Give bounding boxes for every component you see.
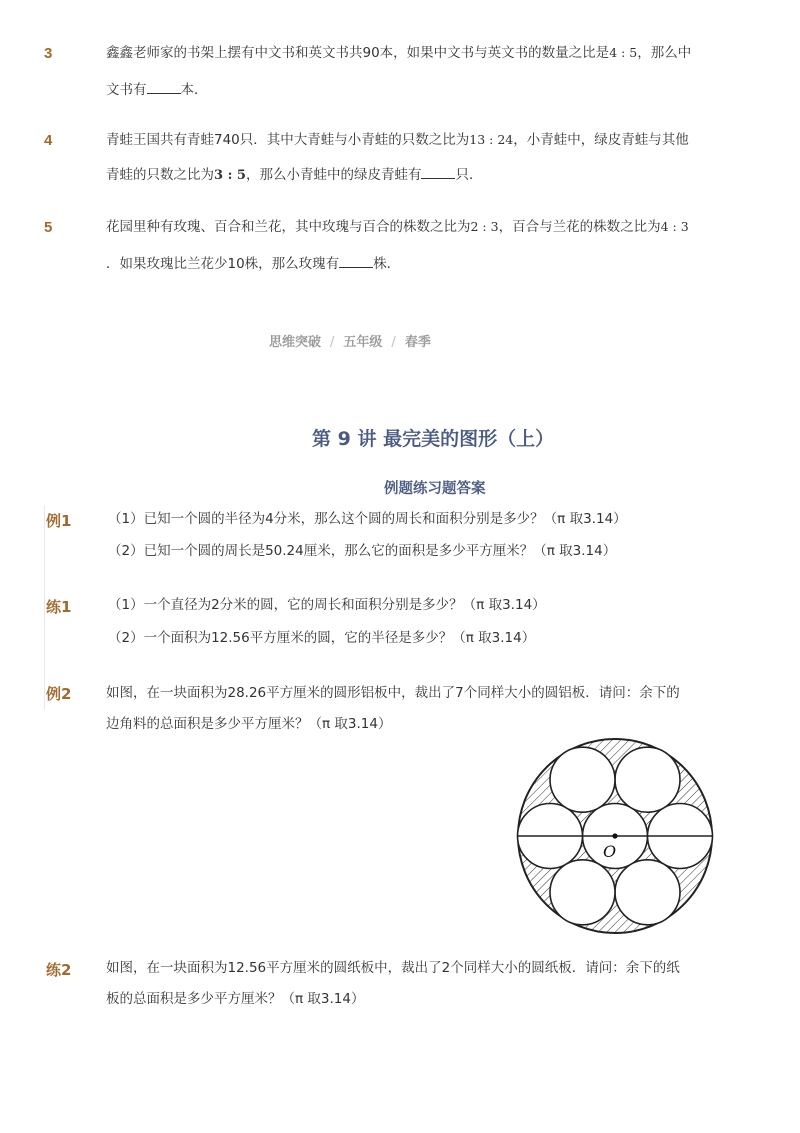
ratio: 2 : 3 [470,219,499,234]
center-label: O [603,842,617,861]
problem-text: 株． [373,256,401,272]
answer-blank [339,253,373,268]
problem-text: 只． [455,167,483,183]
header-grade: 五年级 [343,335,383,350]
example-label: 例1 [46,512,72,530]
header-separator: / [330,335,335,350]
inner-circle [550,747,615,812]
problem-text: ，那么中 [637,45,692,61]
example-1-line-1: （1）已知一个圆的半径为4分米，那么这个圆的周长和面积分别是多少？（π 取3.14） [108,511,627,527]
problem-text: 鑫鑫老师家的书架上摆有中文书和英文书共90本，如果中文书与英文书的数量之比是 [106,45,610,61]
seven-circles-figure [512,738,722,938]
problem-text: 青蛙王国共有青蛙740只．其中大青蛙与小青蛙的只数之比为 [106,132,470,148]
ratio: 3 : 5 [214,168,246,183]
practice-1-line-2: （2）一个面积为12.56平方厘米的圆，它的半径是多少？（π 取3.14） [108,630,536,646]
ratio: 13 : 24 [469,132,514,147]
example-label: 例2 [46,685,72,703]
page-header [269,331,431,350]
problem-number: 3 [44,45,53,62]
header-season: 春季 [404,335,431,350]
ratio: 4 : 5 [609,45,638,60]
problem-number: 4 [44,132,53,149]
practice-label: 练1 [46,598,72,616]
practice-label: 练2 [46,961,72,979]
ratio: 4 : 3 [660,219,689,234]
problem-4-line-2 [106,164,482,186]
problem-text: 花园里种有玫瑰、百合和兰花，其中玫瑰与百合的株数之比为 [106,219,471,235]
problem-text: ，百合与兰花的株数之比为 [498,219,661,235]
inner-circle [550,860,615,925]
margin-divider [44,505,45,710]
problem-text: 本． [180,82,208,98]
problem-text: 青蛙的只数之比为 [106,167,214,183]
problem-text: 文书有 [106,82,147,98]
practice-1-line-1: （1）一个直径为2分米的圆，它的周长和面积分别是多少？（π 取3.14） [108,597,546,613]
problem-3-line-1 [106,43,691,63]
problem-4-line-1 [106,130,689,150]
inner-circle [615,860,680,925]
problem-5-line-1 [106,217,689,237]
answer-blank [421,164,455,179]
practice-2-line-2: 板的总面积是多少平方厘米？（π 取3.14） [106,991,365,1007]
problem-number: 5 [44,219,53,236]
inner-circle [615,747,680,812]
practice-2-line-1: 如图，在一块面积为12.56平方厘米的圆纸板中，裁出了2个同样大小的圆纸板．请问：余下的纸 [106,960,680,976]
example-2-line-2: 边角料的总面积是多少平方厘米？（π 取3.14） [106,716,392,732]
problem-5-line-2 [106,253,400,274]
problem-text: ，那么小青蛙中的绿皮青蛙有 [245,167,422,183]
header-course: 思维突破 [269,335,322,350]
lecture-title: 第 9 讲 最完美的图形（上） [312,428,555,450]
header-separator: / [391,335,396,350]
problem-text: ．如果玫瑰比兰花少10株，那么玫瑰有 [106,256,340,272]
answer-blank [147,79,181,94]
problem-text: ，小青蛙中，绿皮青蛙与其他 [513,132,689,148]
example-2-line-1: 如图，在一块面积为28.26平方厘米的圆形铝板中，裁出了7个同样大小的圆铝板．请问：余下的 [106,685,680,701]
problem-3-line-2 [106,79,208,100]
section-subtitle: 例题练习题答案 [384,481,486,497]
example-1-line-2: （2）已知一个圆的周长是50.24厘米，那么它的面积是多少平方厘米？（π 取3.14） [108,543,617,559]
center-point [612,833,617,838]
